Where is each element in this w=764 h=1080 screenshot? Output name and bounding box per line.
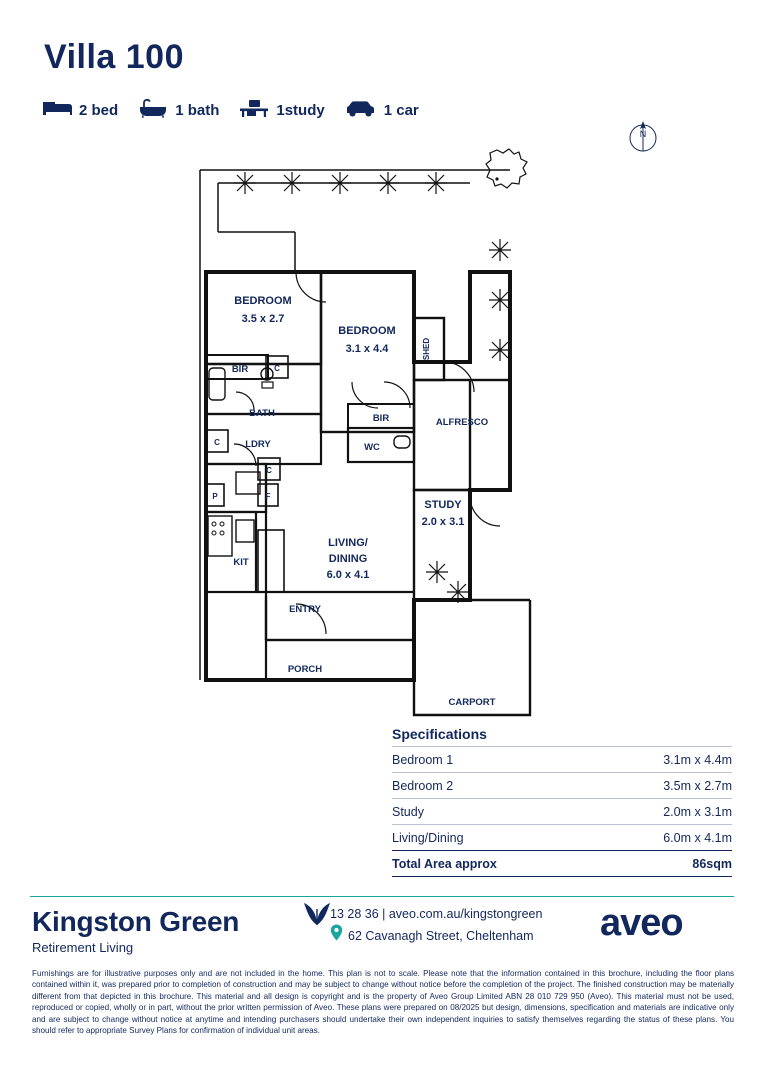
label-bir-2: BIR: [372, 413, 390, 424]
label-alfresco: ALFRESCO: [435, 417, 489, 428]
feature-car-label: 1 car: [383, 101, 419, 119]
spec-row: [392, 798, 732, 824]
feature-bed-label: 2 bed: [79, 101, 119, 119]
spec-label: Living/Dining: [392, 831, 464, 845]
label-ldry: LDRY: [245, 439, 271, 450]
spec-total-row: [392, 850, 732, 877]
footer-divider: [30, 896, 734, 897]
svg-text:N: N: [639, 129, 647, 139]
aveo-logo: aveo: [600, 902, 683, 944]
location-pin-icon: [330, 924, 343, 947]
contact-phone-web[interactable]: 13 28 36 | aveo.com.au/kingstongreen: [330, 907, 543, 921]
spec-total-value: 86sqm: [692, 857, 732, 871]
label-kit: KIT: [233, 557, 249, 568]
label-living-dims: 6.0 x 4.1: [326, 569, 370, 581]
brand-block: [32, 906, 239, 955]
label-entry: ENTRY: [289, 604, 321, 615]
label-living-2: DINING: [328, 553, 368, 565]
contact-address-line: [330, 924, 542, 947]
label-p: P: [212, 492, 218, 501]
label-shed: SHED: [422, 337, 431, 361]
label-living-1: LIVING/: [328, 537, 368, 549]
feature-study-label: 1study: [276, 101, 325, 119]
spec-row: [392, 772, 732, 798]
label-bedroom-2-dims: 3.1 x 4.4: [345, 343, 389, 355]
spec-value: 2.0m x 3.1m: [663, 805, 732, 819]
spec-label: Bedroom 2: [392, 779, 454, 793]
label-c-3: C: [214, 438, 220, 447]
label-bath: BATH: [249, 408, 275, 419]
spec-row: [392, 746, 732, 772]
spec-row: [392, 824, 732, 850]
contact-address: 62 Cavanagh Street, Cheltenham: [348, 928, 534, 943]
label-bedroom-1-dims: 3.5 x 2.7: [241, 313, 285, 325]
label-carport: CARPORT: [448, 697, 496, 708]
page-title: Villa 100: [44, 38, 184, 76]
spec-total-label: Total Area approx: [392, 857, 497, 871]
leaf-icon: [300, 900, 334, 931]
label-bedroom-2: BEDROOM: [338, 325, 396, 337]
contact-block: [330, 904, 542, 947]
spec-value: 3.1m x 4.4m: [663, 753, 732, 767]
label-bedroom-1: BEDROOM: [234, 295, 292, 307]
brand-name: Kingston Green: [32, 906, 240, 937]
label-f: F: [265, 492, 271, 501]
label-c-1: C: [274, 364, 280, 373]
feature-bath-label: 1 bath: [175, 101, 220, 119]
spec-label: Bedroom 1: [392, 753, 454, 767]
spec-label: Study: [392, 805, 424, 819]
specifications-heading: Specifications: [392, 726, 487, 742]
label-study: STUDY: [424, 499, 462, 511]
spec-value: 3.5m x 2.7m: [663, 779, 732, 793]
specifications-block: [392, 726, 732, 877]
label-wc: WC: [364, 442, 380, 453]
label-study-dims: 2.0 x 3.1: [421, 516, 465, 528]
label-bir-1: BIR: [231, 364, 249, 375]
disclaimer-text: Furnishings are for illustrative purposes only and are not included in the home. This plan is not to scale. Please note that the information contained in this brochure, including the floor plans contained within it, was prepared prior to completion of construction and may be subject to change without notice before the completion of the project. The finished construction may be materially different from that depicted in this brochure. This material and all design is copyright and is the property of Aveo Group Limited ABN 28 010 729 950 (Aveo). This material must not be used, reproduced or copied, wholly or in part, without the prior written permission of Aveo. These plans were prepared on 08/2025 but design, dimensions, specification and materials are indicative only and are subject to change without notice at anytime and intending purchasers should undertake their own independent inquiries to satisfy themselves regarding the status of these plans. You should refer to appropriate Survey Plans for confirmation of individual unit areas.: [32, 969, 734, 1036]
label-porch: PORCH: [287, 664, 323, 675]
label-c-2: C: [266, 466, 272, 475]
spec-value: 6.0m x 4.1m: [663, 831, 732, 845]
brand-subtitle: Retirement Living: [32, 940, 134, 955]
